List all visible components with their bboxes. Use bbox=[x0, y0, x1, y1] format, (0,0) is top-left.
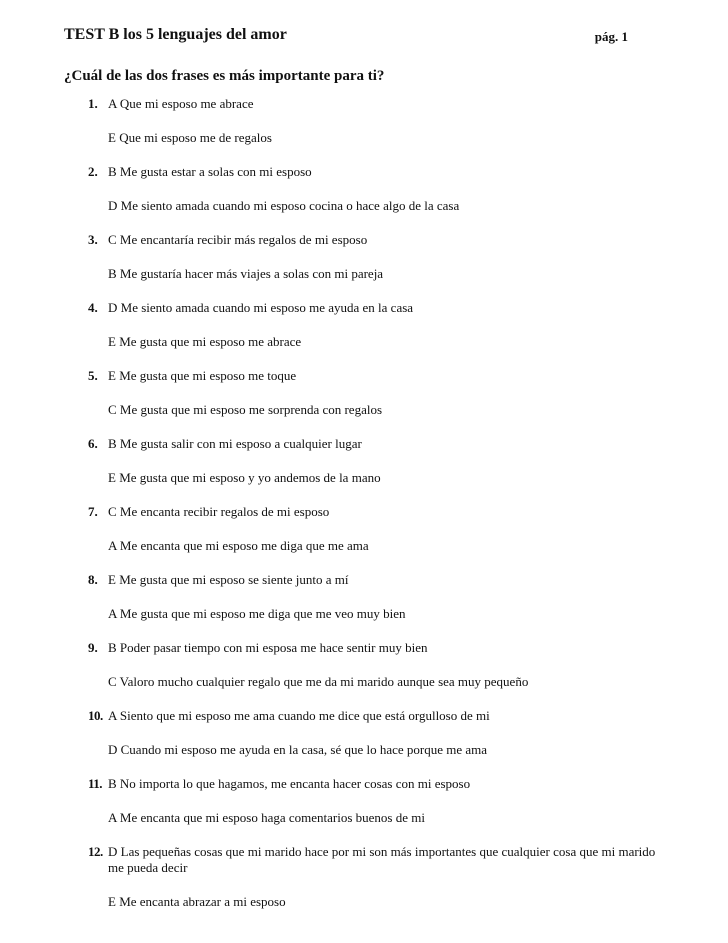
item-number: 8. bbox=[88, 572, 98, 587]
option-first: C Me encantaría recibir más regalos de mi esposo bbox=[108, 232, 368, 247]
item-number: 1. bbox=[88, 96, 98, 111]
option-second: A Me encanta que mi esposo me diga que me ama bbox=[108, 538, 369, 553]
list-item bbox=[88, 96, 668, 146]
option-first: C Me encanta recibir regalos de mi esposo bbox=[108, 504, 330, 519]
option-second: A Me gusta que mi esposo me diga que me veo muy bien bbox=[108, 606, 406, 621]
list-item bbox=[88, 300, 668, 350]
item-number: 3. bbox=[88, 232, 98, 247]
list-item bbox=[88, 436, 668, 486]
item-number: 4. bbox=[88, 300, 98, 315]
option-second: B Me gustaría hacer más viajes a solas con mi pareja bbox=[108, 266, 384, 281]
item-number: 11. bbox=[88, 776, 103, 791]
item-number: 12. bbox=[88, 844, 103, 859]
option-first: D Me siento amada cuando mi esposo me ayuda en la casa bbox=[108, 300, 414, 315]
page-number: pág. 1 bbox=[594, 29, 628, 44]
question-prompt: ¿Cuál de las dos frases es más importante para ti? bbox=[64, 68, 385, 84]
list-item bbox=[88, 164, 668, 214]
item-number: 5. bbox=[88, 368, 98, 383]
option-first: A Que mi esposo me abrace bbox=[108, 96, 254, 111]
option-second: E Me gusta que mi esposo me abrace bbox=[108, 334, 302, 349]
option-first: B Me gusta salir con mi esposo a cualquier lugar bbox=[108, 436, 362, 451]
option-second: E Que mi esposo me de regalos bbox=[108, 130, 272, 145]
list-item bbox=[88, 776, 668, 826]
list-item bbox=[88, 504, 668, 554]
option-first: A Siento que mi esposo me ama cuando me dice que está orgulloso de mi bbox=[108, 708, 490, 723]
item-number: 7. bbox=[88, 504, 98, 519]
question-list bbox=[88, 96, 668, 928]
item-number: 2. bbox=[88, 164, 98, 179]
list-item bbox=[88, 232, 668, 282]
document-title: TEST B los 5 lenguajes del amor bbox=[64, 26, 287, 43]
option-second: D Cuando mi esposo me ayuda en la casa, sé que lo hace porque me ama bbox=[108, 742, 488, 757]
item-number: 6. bbox=[88, 436, 98, 451]
list-item bbox=[88, 708, 668, 758]
option-first: B Poder pasar tiempo con mi esposa me hace sentir muy bien bbox=[108, 640, 428, 655]
option-second: E Me gusta que mi esposo y yo andemos de la mano bbox=[108, 470, 381, 485]
option-second: E Me encanta abrazar a mi esposo bbox=[108, 894, 286, 909]
list-item bbox=[88, 368, 668, 418]
list-item bbox=[88, 844, 668, 910]
list-item bbox=[88, 640, 668, 690]
item-number: 9. bbox=[88, 640, 98, 655]
option-first: D Las pequeñas cosas que mi marido hace por mi son más importantes que cualquier cosa que mi marido me pueda decir bbox=[108, 844, 656, 875]
option-second: D Me siento amada cuando mi esposo cocina o hace algo de la casa bbox=[108, 198, 460, 213]
option-first: B No importa lo que hagamos, me encanta hacer cosas con mi esposo bbox=[108, 776, 471, 791]
page-header bbox=[64, 26, 628, 46]
option-second: C Me gusta que mi esposo me sorprenda con regalos bbox=[108, 402, 383, 417]
option-first: E Me gusta que mi esposo me toque bbox=[108, 368, 297, 383]
list-item bbox=[88, 572, 668, 622]
option-second: C Valoro mucho cualquier regalo que me da mi marido aunque sea muy pequeño bbox=[108, 674, 529, 689]
option-first: E Me gusta que mi esposo se siente junto a mí bbox=[108, 572, 349, 587]
option-second: A Me encanta que mi esposo haga comentarios buenos de mi bbox=[108, 810, 425, 825]
item-number: 10. bbox=[88, 708, 103, 723]
option-first: B Me gusta estar a solas con mi esposo bbox=[108, 164, 312, 179]
